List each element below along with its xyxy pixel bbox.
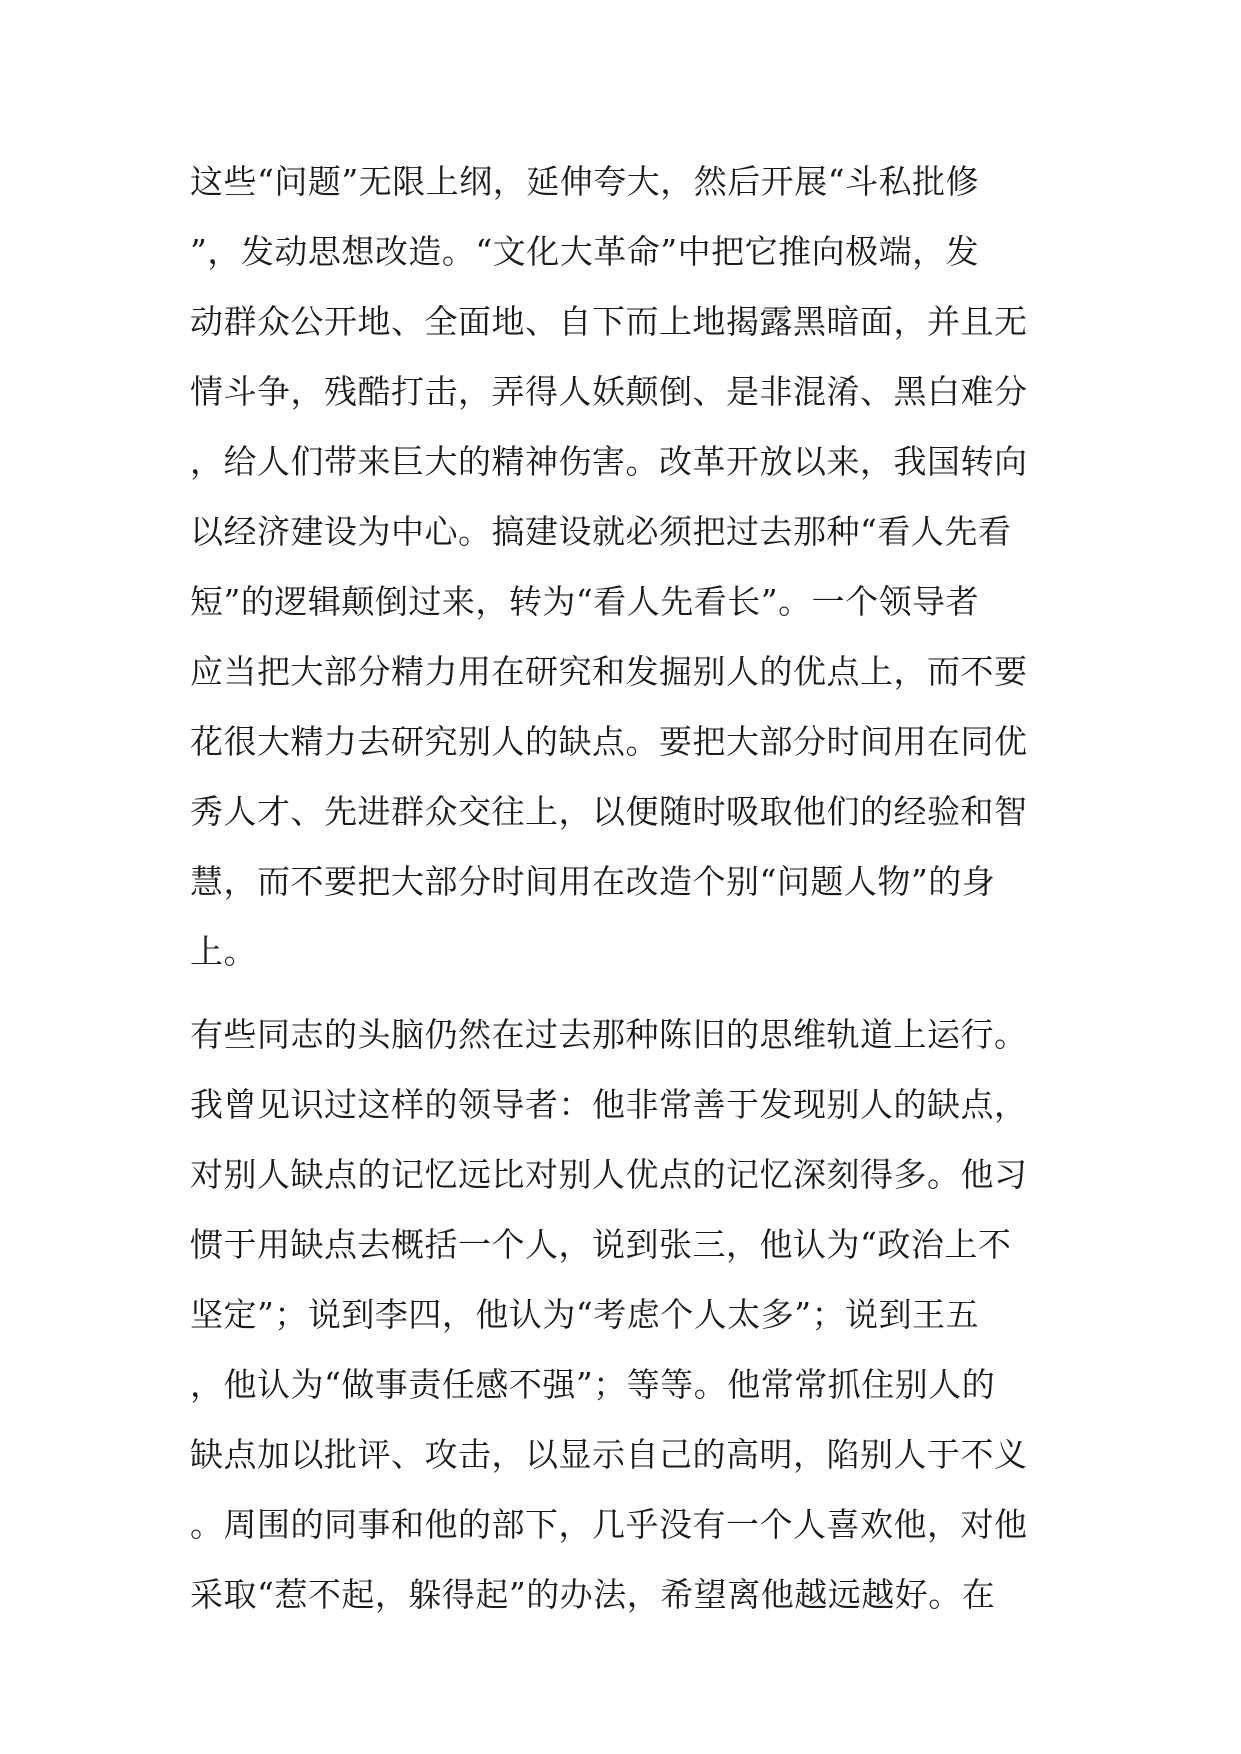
text-line: 坚定”；说到李四，他认为“考虑个人太多”；说到王五 — [190, 1295, 980, 1334]
text-line: 上。 — [190, 932, 257, 971]
text-line: 短”的逻辑颠倒过来，转为“看人先看长”。一个领导者 — [190, 582, 980, 621]
text-line: 情斗争，残酷打击，弄得人妖颠倒、是非混淆、黑白难分 — [190, 372, 1028, 411]
text-line: 采取“惹不起，躲得起”的办法，希望离他越远越好。在 — [190, 1575, 996, 1614]
text-line: ”，发动思想改造。“文化大革命”中把它推向极端，发 — [190, 232, 980, 271]
text-line: 应当把大部分精力用在研究和发掘别人的优点上，而不要 — [190, 652, 1028, 691]
paragraph-1 — [190, 147, 1050, 987]
text-line: 以经济建设为中心。搞建设就必须把过去那种“看人先看 — [190, 512, 1012, 551]
text-line: 我曾见识过这样的领导者：他非常善于发现别人的缺点， — [190, 1085, 1028, 1124]
text-line: ，他认为“做事责任感不强”；等等。他常常抓住别人的 — [190, 1365, 996, 1404]
text-line: 有些同志的头脑仍然在过去那种陈旧的思维轨道上运行。 — [190, 1015, 1028, 1054]
text-line: 慧，而不要把大部分时间用在改造个别“问题人物”的身 — [190, 862, 996, 901]
text-line: 花很大精力去研究别人的缺点。要把大部分时间用在同优 — [190, 722, 1028, 761]
text-line: 对别人缺点的记忆远比对别人优点的记忆深刻得多。他习 — [190, 1155, 1028, 1194]
text-line: 惯于用缺点去概括一个人，说到张三，他认为“政治上不 — [190, 1225, 1012, 1264]
text-line: 这些“问题”无限上纲，延伸夸大，然后开展“斗私批修 — [190, 162, 980, 201]
text-line: 。周围的同事和他的部下，几乎没有一个人喜欢他，对他 — [190, 1505, 1028, 1544]
text-line: 秀人才、先进群众交往上，以便随时吸取他们的经验和智 — [190, 792, 1028, 831]
paragraph-2 — [190, 1000, 1050, 1630]
text-line: 缺点加以批评、攻击，以显示自己的高明，陷别人于不义 — [190, 1435, 1028, 1474]
text-line: 动群众公开地、全面地、自下而上地揭露黑暗面，并且无 — [190, 302, 1028, 341]
text-line: ，给人们带来巨大的精神伤害。改革开放以来，我国转向 — [190, 442, 1028, 481]
